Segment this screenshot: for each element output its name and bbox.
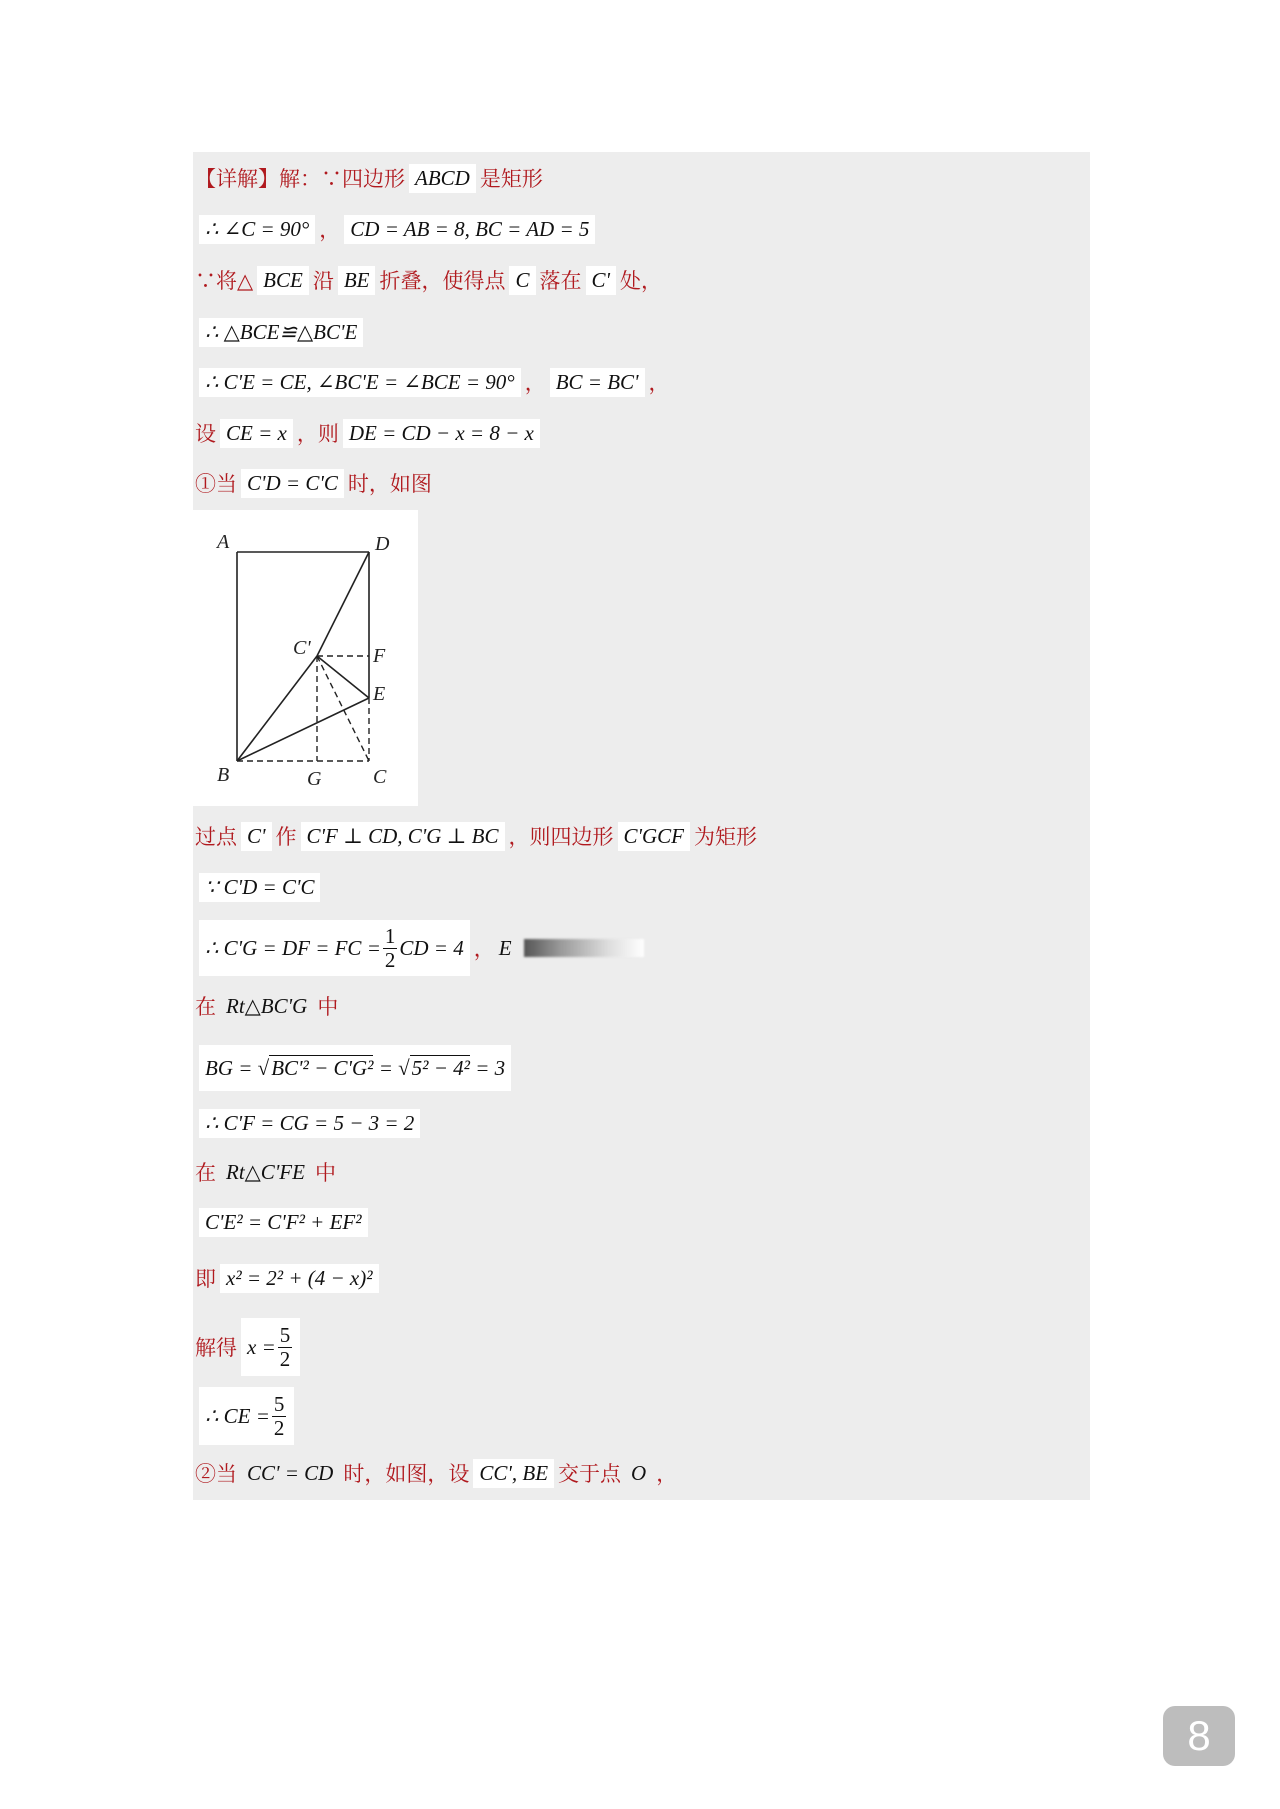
fraction-five-halves: [272, 1393, 287, 1438]
fraction-denominator: 2: [279, 1346, 291, 1371]
line-text: 折叠，使得点: [379, 269, 506, 293]
fraction-numerator: 5: [279, 1323, 291, 1348]
math-cc-be: CC', BE: [473, 1459, 554, 1488]
solution-line-8: [195, 816, 757, 856]
edge-c-prime-e: [317, 656, 369, 698]
label-g: G: [307, 768, 322, 790]
math-triangle-cfe: Rt△C'FE: [226, 1159, 305, 1184]
solution-line-7: [195, 463, 432, 503]
line-text: 过点: [195, 825, 237, 849]
line-text: 时，如图: [347, 472, 432, 496]
math-bg-prefix: BG =: [205, 1055, 253, 1080]
math-ce-prefix: ∴ CE =: [205, 1403, 270, 1428]
separator: ，: [656, 1462, 678, 1486]
math-de: DE = CD − x = 8 − x: [343, 419, 540, 448]
solution-line-16: [195, 1258, 383, 1298]
line-text: 时，如图，设: [343, 1462, 470, 1486]
math-c: C: [509, 266, 535, 295]
radicand-2: 5² − 4²: [411, 1056, 470, 1080]
label-c: C: [373, 766, 387, 788]
math-cg-suffix: CD = 4: [399, 935, 464, 960]
math-bg-result: = 3: [475, 1055, 506, 1080]
fraction-numerator: 5: [273, 1392, 285, 1417]
math-bc-equal: BC = BC': [550, 368, 645, 397]
therefore-symbol: ∴: [205, 216, 219, 241]
line-text: 中: [317, 995, 339, 1019]
solution-line-3: [195, 260, 662, 300]
line-text: 解得: [195, 1336, 237, 1360]
line-text: ∵将△: [195, 269, 254, 293]
math-cc-equal: CC' = CD: [247, 1460, 334, 1485]
solution-line-9: [195, 867, 324, 907]
separator: ，: [473, 937, 495, 961]
fraction-five-halves: [278, 1324, 293, 1369]
line-text: 为矩形: [694, 825, 757, 849]
blurred-overflow: [524, 939, 644, 957]
math-angle-c: ∠C = 90°: [223, 216, 310, 241]
math-cf-equal: ∴ C'F = CG = 5 − 3 = 2: [199, 1109, 420, 1138]
line-text: ，则: [296, 422, 339, 446]
solution-line-18: [195, 1387, 298, 1445]
fraction-denominator: 2: [273, 1415, 285, 1440]
separator: ，: [319, 218, 341, 242]
line-text: 作: [275, 825, 297, 849]
math-bg-sqrt: BG = √ BC'² − C'G² = √ 5² − 4² = 3: [199, 1045, 511, 1091]
math-case-condition: C'D = C'C: [241, 469, 344, 498]
line-text: 即: [195, 1267, 216, 1291]
line-text: 中: [314, 1161, 336, 1185]
label-d: D: [375, 533, 390, 555]
solution-line-15: [195, 1202, 372, 1242]
math-rectangle: C'GCF: [618, 822, 691, 851]
math-c-prime: C': [241, 822, 272, 851]
geometry-diagram: [193, 510, 418, 806]
case-two-label: ②当: [195, 1462, 237, 1486]
line-text: 落在: [539, 269, 582, 293]
label-a: A: [217, 531, 230, 553]
solution-line-4: [195, 312, 367, 352]
line-text: 在: [195, 1161, 216, 1185]
fraction-half: [383, 925, 398, 970]
math-point-o: O: [631, 1460, 647, 1485]
line-text: 在: [195, 995, 216, 1019]
radicand-1: BC'² − C'G²: [271, 1056, 374, 1080]
label-e: E: [373, 683, 386, 705]
solution-line-17: [195, 1318, 304, 1376]
math-x-solution: [241, 1318, 300, 1376]
solution-line-13: [195, 1103, 424, 1143]
math-bce: BCE: [257, 266, 309, 295]
solution-line-10: [195, 920, 644, 976]
math-x-prefix: x =: [247, 1334, 276, 1359]
solution-line-5: [195, 362, 670, 402]
math-abcd: ABCD: [409, 164, 476, 193]
case-one-label: ①当: [195, 472, 237, 496]
solution-line-19: [195, 1453, 677, 1493]
math-equal-parts: ∴ C'E = CE, ∠BC'E = ∠BCE = 90°: [199, 368, 521, 397]
fraction-numerator: 1: [384, 924, 396, 949]
math-ce-x: CE = x: [220, 419, 293, 448]
label-b: B: [217, 764, 230, 786]
math-cg-prefix: ∴ C'G = DF = FC =: [205, 935, 381, 960]
line-text: 沿: [312, 269, 334, 293]
truncated-letter: E: [498, 935, 512, 960]
solution-line-6: [195, 413, 544, 453]
page-number-badge: 8: [1163, 1706, 1235, 1766]
solution-line-1: [195, 158, 543, 198]
math-because-equal: ∵ C'D = C'C: [199, 873, 320, 902]
solution-line-14: [195, 1152, 336, 1192]
solution-line-11: [195, 986, 338, 1026]
math-congruent: ∴ △BCE≌△BC'E: [199, 318, 363, 347]
geometry-figure: [193, 510, 418, 806]
math-be: BE: [338, 266, 376, 295]
separator: ，: [648, 371, 670, 395]
separator: ，: [524, 371, 546, 395]
dashed-c-prime-c: [317, 656, 369, 761]
math-c-prime: C': [586, 266, 617, 295]
label-f: F: [373, 645, 386, 667]
line-text: 是矩形: [479, 167, 543, 191]
fraction-denominator: 2: [384, 947, 396, 972]
label-c-prime: C': [293, 637, 311, 659]
math-perpendiculars: C'F ⊥ CD, C'G ⊥ BC: [301, 822, 505, 851]
equals-sign: =: [378, 1055, 393, 1080]
math-pythagoras: C'E² = C'F² + EF²: [199, 1208, 368, 1237]
math-triangle-bcg: Rt△BC'G: [226, 993, 308, 1018]
edge-be: [237, 698, 369, 761]
line-text: ，则四边形: [508, 825, 614, 849]
math-equation: x² = 2² + (4 − x)²: [220, 1264, 379, 1293]
line-text: 设: [195, 422, 216, 446]
math-ce-solution: [199, 1387, 294, 1445]
detail-label: 【详解】解：∵四边形: [195, 167, 405, 191]
solution-line-12: [195, 1044, 515, 1092]
math-therefore-angle: [199, 215, 315, 244]
line-text: 处，: [620, 269, 662, 293]
solution-line-2: [195, 209, 599, 249]
line-text: 交于点: [558, 1462, 622, 1486]
edge-bc-prime: [237, 656, 317, 761]
edge-dc-prime: [317, 552, 369, 656]
math-sides: CD = AB = 8, BC = AD = 5: [344, 215, 595, 244]
math-cg-equal: [199, 920, 470, 976]
